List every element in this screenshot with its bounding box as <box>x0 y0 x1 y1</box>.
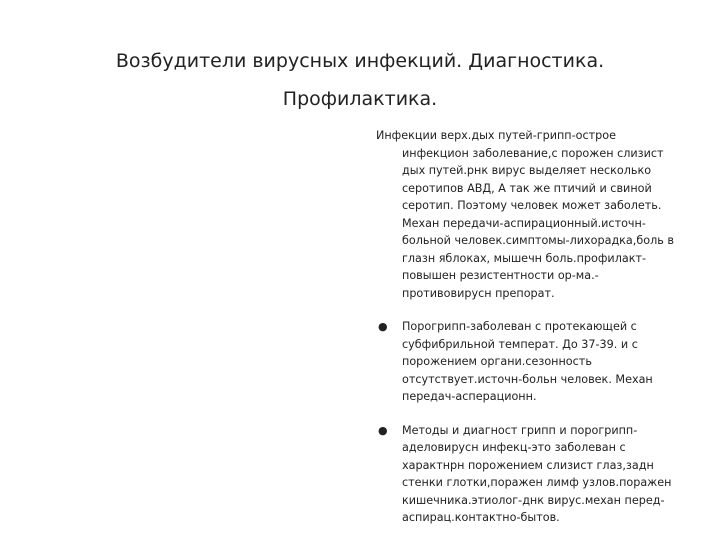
bullet-item-adenovirus <box>376 422 686 527</box>
slide-title-line-1: Возбудители вирусных инфекций. Диагностика. <box>115 50 605 72</box>
paragraph-influenza: Инфекции верх.дых путей-грипп-острое инфекцион заболевание,с порожен слизист дых путей.рнк вирус выделяет несколько серотипов АВД, А так же птичий и свиной серотип. Поэтому человек может заболеть. Механ передачи-аспирационный.источн-больной человек.симптомы-лихорадка,боль в глазн яблоках, мышечн боль.профилакт-повышен резистентности ор-ма.-противовирусн препорат. <box>376 129 674 300</box>
paragraph-adenovirus: Методы и диагност грипп и порогрипп-аделовирусн инфекц-это заболеван с характнрн порожением слизист глаз,задн стенки глотки,поражен лимф узлов.поражен кишечника.этиолог-днк вирус.механ перед-аспирац.контактно-бытов. <box>402 423 672 524</box>
paragraph-parainfluenza: Порогрипп-заболеван с протекающей с субфибрильной температ. До 37-39. и с порожением органи.сезонность отсутствует.источн-больн человек. Механ передач-асперационн. <box>402 320 653 403</box>
slide-title <box>0 42 720 118</box>
slide-title-line-2: Профилактика. <box>282 88 438 110</box>
bullet-icon: ● <box>378 423 388 437</box>
slide-body <box>376 127 686 527</box>
bullet-item-parainfluenza <box>376 318 686 406</box>
bullet-icon: ● <box>378 320 388 333</box>
